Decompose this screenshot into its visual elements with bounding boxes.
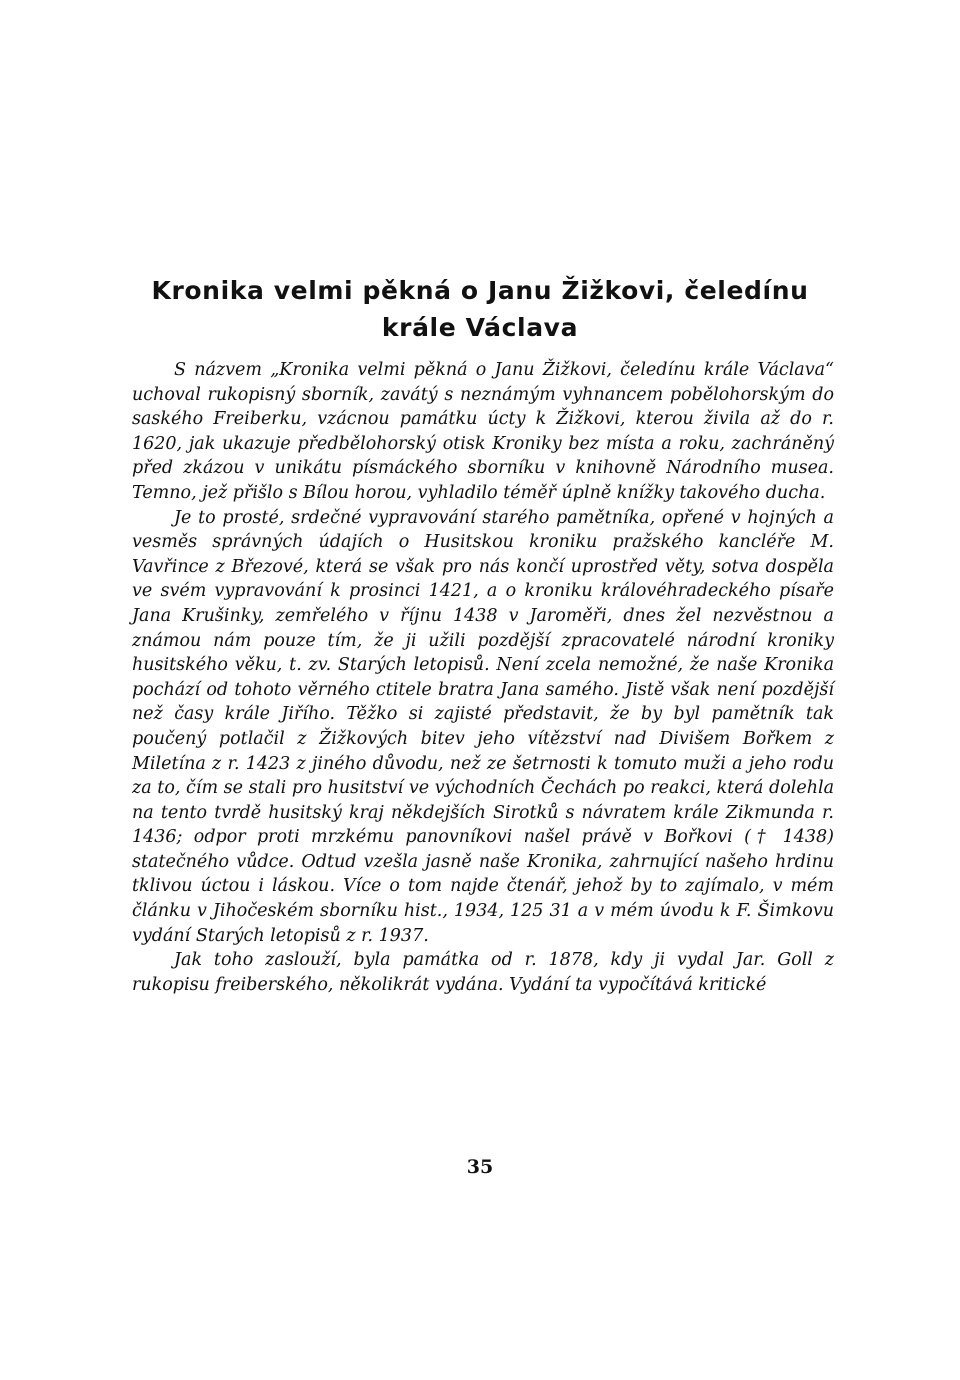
chapter-title-line-1: Kronika velmi pěkná o Janu Žižkovi, čeledínu <box>151 276 809 305</box>
page-number: 35 <box>466 1156 494 1178</box>
paragraph-2: Je to prosté, srdečné vypravování starého pamětníka, opřené v hojných a vesměs správných údajích o Husitskou kroniku pražského kancléře M. Vavřince z Březové, která se však pro nás končí uprostřed věty, sotva dospěla ve svém vypravování k prosinci 1421, a o kroniku královéhradeckého písaře Jana Krušinky, zemřelého v říjnu 1438 v Jaroměři, dnes žel nezvěstnou a známou nám pouze tím, že ji užili pozdější zpracovatelé národní kroniky husitského věku, t. zv. Starých letopisů. Není zcela nemožné, že naše Kronika pochází od tohoto věrného ctitele bratra Jana samého. Jistě však není pozdější než časy krále Jiřího. Těžko si zajisté představit, že by byl pamětník tak poučený potlačil z Žižkových bitev jeho vítězství nad Divišem Bořkem z Miletína z r. 1423 z jiného důvodu, než ze šetrnosti k tomuto muži a jeho rodu za to, čím se stali pro husitství ve východních Čechách po reakci, která dolehla na tento tvrdě husitský kraj někdejších Sirotků s návratem krále Zikmunda r. 1436; odpor proti mrzkému panovníkovi našel právě v Bořkovi († 1438) statečného vůdce. Odtud vzešla jasně naše Kronika, zahrnující našeho hrdinu tklivou úctou i láskou. Více o tom najde čtenář, jehož by to zajímalo, v mém článku v Jihočeském sborníku hist., 1934, 125 31 a v mém úvodu k F. Šimkovu vydání Starých letopisů z r. 1937. <box>132 507 834 946</box>
chapter-title <box>150 272 810 346</box>
chapter-title-line-2: krále Václava <box>381 313 579 342</box>
body-text <box>132 358 834 997</box>
paragraph-1: S názvem „Kronika velmi pěkná o Janu Žižkovi, čeledínu krále Václava“ uchoval rukopisný sborník, zavátý s neznámým vyhnancem pobělohorským do saského Freiberku, vzácnou památku úcty k Žižkovi, kterou živila až do r. 1620, jak ukazuje předbělohorský otisk Kroniky bez místa a roku, zachráněný před zkázou v unikátu písmáckého sborníku v knihovně Národního musea. Temno, jež přišlo s Bílou horou, vyhladilo téměř úplně knížky takového ducha. <box>132 360 834 503</box>
paragraph-3: Jak toho zaslouží, byla památka od r. 1878, kdy ji vydal Jar. Goll z rukopisu freiberského, několikrát vydána. Vydání ta vypočítává kritické <box>132 950 834 995</box>
